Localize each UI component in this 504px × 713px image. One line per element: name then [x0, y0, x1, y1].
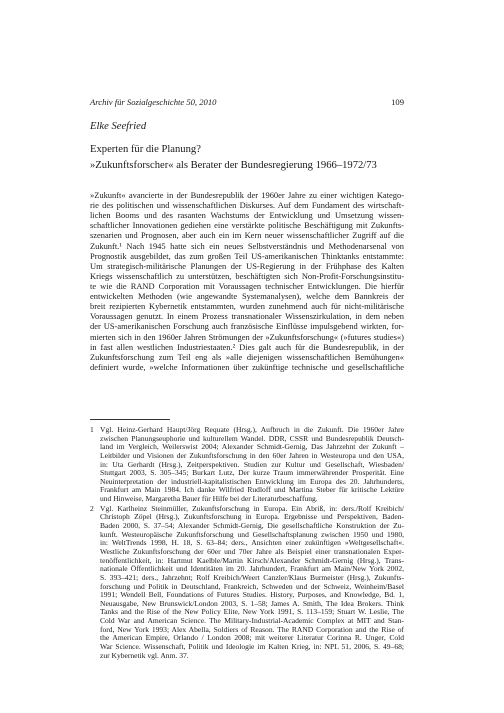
body-line: Kriegs wissenschaftlich zu unterstützen, beschäftigten sich Non-Profit-Forschungsinstitu-: [90, 270, 404, 281]
footnote-line: zwischen Planungseuphorie und kulturellem Wandel. DDR, CSSR und Bundesrepublik Deutsch-: [100, 434, 404, 443]
footnote-line: kunft. Westeuropäische Zukunftsforschung und Gesellschaftsplanung zwischen 1950 und 1980,: [100, 530, 404, 539]
footnote-number: 2: [90, 503, 94, 513]
journal-name: Archiv für Sozialgeschichte 50, 2010: [90, 97, 217, 107]
footnote-line: ford, New York 1993; Alex Abella, Soldiers of Reason. The RAND Corporation and the Rise of: [100, 625, 404, 634]
footnote-line: Neuausgabe, New Brunswick/London 2003, S. 1–58; James A. Smith, The Idea Brokers. Think: [100, 599, 404, 608]
footnote-line: zur Kybernetik vgl. Anm. 37.: [100, 651, 189, 660]
author-name: Elke Seefried: [90, 121, 147, 132]
body-line: Voraussagen genutzt. In einem Prozess transnationaler Wissenszirkulation, in dem neben: [90, 311, 404, 322]
footnote-line: Cold War and American Science. The Military-Industrial-Academic Complex at MIT and Stan-: [100, 617, 404, 626]
footnote-line: Westliche Zukunftsforschung der 60er und 70er Jahre als Beispiel einer transnationalen Exper-: [100, 547, 404, 556]
running-head: [90, 97, 404, 111]
footnote: [90, 505, 404, 661]
body-line: Um strategisch-militärische Planungen der US-Regierung in der Frühphase des Kalten: [90, 260, 404, 271]
body-line: in fast allen westlichen Industriestaaten.² Dies galt auch für die Bundesrepublik, in der: [90, 341, 404, 352]
footnote-text: [100, 505, 404, 661]
article-subtitle: »Zukunftsforscher« als Berater der Bundesregierung 1966–1972/73: [90, 160, 377, 171]
footnote-line: 1991; Wendell Bell, Foundations of Futures Studies. History, Purposes, and Knowledge, Bd. 1,: [100, 591, 404, 600]
body-line: te wie die RAND Corporation mit Voraussagen technischer Entwicklungen. Die hierfür: [90, 280, 404, 291]
body-line: Prognostik ausgebildet, das zum großen Teil US-amerikanischen Thinktanks entstammte:: [90, 250, 404, 261]
footnote-line: Tanks and the Rise of the New Policy Elite, New York 1991, S. 113–159; Stuart W. Leslie, The: [100, 608, 404, 617]
body-line: schaftlicher Innovationen gediehen eine verstärkte politische Beschäftigung mit Zukunfts-: [90, 220, 404, 231]
body-line: szenarien und Prognosen, aber auch ein im Kern neuer wissenschaftlicher Zugriff auf die: [90, 230, 404, 241]
footnote-line: Vgl. Heinz-Gerhard Haupt/Jörg Requate (Hrsg.), Aufbruch in die Zukunft. Die 1960er Jahre: [100, 426, 404, 434]
footnote: [90, 426, 404, 504]
footnotes: [90, 426, 404, 660]
body-line: »Zukunft« avancierte in der Bundesrepublik der 1960er Jahre zu einer wichtigen Katego-: [90, 190, 404, 200]
footnote-text: [100, 426, 404, 504]
body-text: [90, 190, 404, 372]
body-line: Zukunftsforschung zum Teil eng als »alle diejenigen wissenschaftlichen Bemühungen«: [90, 351, 404, 362]
footnote-line: Frankfurt am Main 1984. Ich danke Wilfried Rudloff und Martina Steber für kritische Lektüre: [100, 486, 404, 495]
footnote-line: in: Uta Gerhardt (Hrsg.), Zeitperspektiven. Studien zur Kultur und Gesellschaft, Wiesbaden/: [100, 460, 404, 469]
footnote-line: Leitbilder und Visionen der Zukunftsforschung in den 60er Jahren in Westeuropa und den USA,: [100, 451, 404, 460]
footnote-line: nationale Öffentlichkeit und Identitäten im 20. Jahrhundert, Frankfurt am Main/New York 2002,: [100, 565, 404, 574]
page-number: 109: [391, 97, 404, 107]
footnote-line: S. 393–421; ders., Jahrzehnt; Rolf Kreibich/Weert Canzler/Klaus Burmeister (Hrsg.), Zukunfts-: [100, 573, 404, 582]
footnote-line: War Science. Wissenschaft, Politik und Ideologie im Kalten Krieg, in: NPL 51, 2006, S. 49–68;: [100, 643, 404, 652]
article-title: Experten für die Planung?: [90, 144, 201, 155]
footnote-line: tenöffentlichkeit, in: Hartmut Kaelble/Martin Kirsch/Alexander Schmidt-Gernig (Hrsg.), Trans-: [100, 556, 404, 565]
body-line: lichen Booms und des rasanten Wachstums der Entwicklung und Umsetzung wissen-: [90, 210, 404, 221]
footnote-rule: [90, 419, 170, 420]
body-line: entwickelten Methoden (wie angewandte Systemanalysen), welche dem Bannkreis der: [90, 291, 404, 302]
footnote-line: Baden 2000, S. 37–54; Alexander Schmidt-Gernig, Die gesellschaftliche Konstruktion der Zu-: [100, 522, 404, 531]
footnote-line: und Hinweise, Margaretha Bauer für Hilfe bei der Literaturbeschaffung.: [100, 495, 318, 504]
body-line: Zukunft.¹ Nach 1945 hatte sich ein neues Selbstverständnis und Methodenarsenal von: [90, 240, 404, 251]
body-line: der US-amerikanischen Forschung auch französische Einflüsse impulsgebend wirkten, for-: [90, 321, 404, 332]
body-line: definiert wurde, »welche Informationen über zukünftige technische und gesellschaftliche: [90, 361, 404, 372]
footnote-line: Vgl. Karlheinz Steinmüller, Zukunftsforschung in Europa. Ein Abriß, in: ders./Rolf Kreibich/: [100, 504, 404, 513]
footnote-line: the American Empire, Orlando / London 2008; mit weiterer Literatur Corinna R. Unger, Cold: [100, 634, 404, 643]
body-line: mierten sich in den 1960er Jahren Strömungen der »Zukunftsforschung« (»futures studies«): [90, 331, 404, 342]
body-line: rie des politischen und wissenschaftlichen Diskurses. Auf dem Fundament des wirtschaft-: [90, 200, 404, 211]
footnote-line: Christoph Zöpel (Hrsg.), Zukunftsforschung in Europa. Ergebnisse und Perspektiven, Baden-: [100, 513, 404, 522]
footnote-line: Stuttgart 2003, S. 305–345; Burkart Lutz, Der kurze Traum immerwährender Prosperität. Eine: [100, 469, 404, 478]
footnote-line: in: WeltTrends 1998, H. 18, S. 63–84; ders., Ansichten einer zukünftigen »Weltgesellschaft«.: [100, 539, 404, 548]
body-line: breit rezipierten Kybernetik entstammten, wurden zunehmend auch für nicht-militärische: [90, 301, 404, 312]
footnote-line: forschung und Politik in Deutschland, Frankreich, Schweden und der Schweiz, Weinheim/Basel: [100, 582, 404, 591]
footnote-number: 1: [90, 425, 94, 434]
footnote-line: land im Vergleich, Weilerswist 2004; Alexander Schmidt-Gernig, Das Jahrzehnt der Zukunft –: [100, 443, 404, 452]
footnote-line: Neuinterpretation der industriell-kapitalistischen Entwicklung im Europa des 20. Jahrhunderts,: [100, 477, 404, 486]
